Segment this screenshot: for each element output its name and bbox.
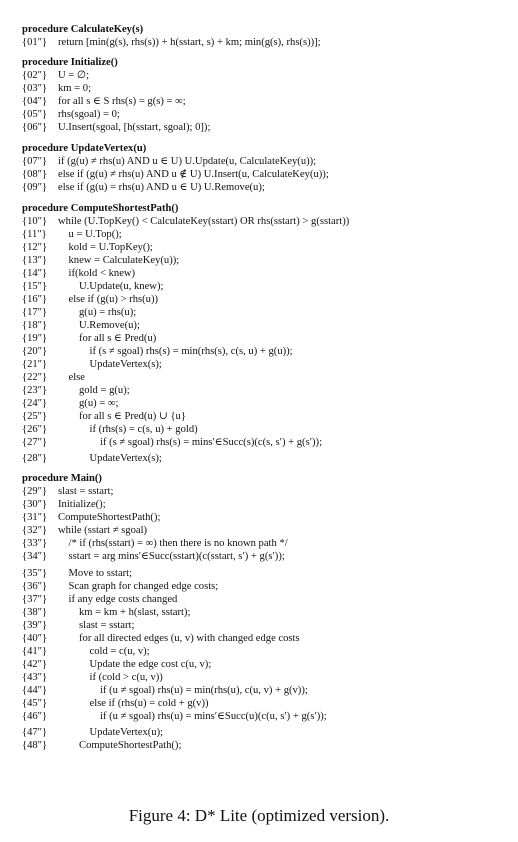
code-text: slast = sstart; bbox=[79, 620, 135, 631]
code-text: U.Insert(sgoal, [h(sstart, sgoal); 0]); bbox=[58, 122, 211, 133]
procedure-header bbox=[22, 143, 514, 155]
code-text: if any edge costs changed bbox=[68, 594, 178, 605]
line-number: {19"} bbox=[22, 333, 48, 344]
procedure-header-text: procedure Initialize() bbox=[22, 57, 118, 68]
line-number: {41"} bbox=[22, 646, 48, 657]
code-line bbox=[22, 281, 514, 293]
procedure-header bbox=[22, 24, 514, 36]
code-line bbox=[22, 568, 514, 580]
code-text: g(u) = ∞; bbox=[79, 398, 119, 409]
code-line bbox=[22, 437, 514, 449]
code-line bbox=[22, 711, 514, 723]
code-line bbox=[22, 182, 514, 194]
code-text: for all s ∈ Pred(u) ∪ {u} bbox=[79, 411, 186, 422]
line-number: {04"} bbox=[22, 96, 48, 107]
code-line bbox=[22, 398, 514, 410]
code-text: else if (rhs(u) = cold + g(v)) bbox=[89, 698, 209, 709]
line-number: {01"} bbox=[22, 37, 48, 48]
code-line bbox=[22, 698, 514, 710]
code-text: U = ∅; bbox=[58, 70, 90, 81]
code-text: slast = sstart; bbox=[58, 486, 114, 497]
code-line bbox=[22, 156, 514, 168]
code-line bbox=[22, 620, 514, 632]
code-line bbox=[22, 333, 514, 345]
code-line bbox=[22, 411, 514, 423]
line-number: {30"} bbox=[22, 499, 48, 510]
code-text: sstart = arg mins′∈Succ(sstart)(c(sstart, s′) + g(s′)); bbox=[68, 551, 285, 562]
code-text: if (s ≠ sgoal) rhs(s) = min(rhs(s), c(s, u) + g(u)); bbox=[89, 346, 293, 357]
code-text: kold = U.TopKey(); bbox=[68, 242, 153, 253]
procedure-header bbox=[22, 473, 514, 485]
line-number: {23"} bbox=[22, 385, 48, 396]
code-text: return [min(g(s), rhs(s)) + h(sstart, s) + km; min(g(s), rhs(s))]; bbox=[58, 37, 321, 48]
line-number: {24"} bbox=[22, 398, 48, 409]
code-text: /* if (rhs(sstart) = ∞) then there is no known path */ bbox=[68, 538, 288, 549]
code-line bbox=[22, 594, 514, 606]
line-number: {25"} bbox=[22, 411, 48, 422]
code-text: while (U.TopKey() < CalculateKey(sstart) OR rhs(sstart) > g(sstart)) bbox=[58, 216, 350, 227]
code-line bbox=[22, 551, 514, 563]
code-line bbox=[22, 499, 514, 511]
line-number: {42"} bbox=[22, 659, 48, 670]
line-number: {11"} bbox=[22, 229, 47, 240]
line-number: {20"} bbox=[22, 346, 48, 357]
code-text: rhs(sgoal) = 0; bbox=[58, 109, 120, 120]
code-line bbox=[22, 169, 514, 181]
line-number: {06"} bbox=[22, 122, 48, 133]
line-number: {45"} bbox=[22, 698, 48, 709]
code-text: Initialize(); bbox=[58, 499, 106, 510]
line-number: {28"} bbox=[22, 453, 48, 464]
code-text: else bbox=[68, 372, 85, 383]
procedure-header-text: procedure UpdateVertex(u) bbox=[22, 143, 147, 154]
code-text: km = km + h(slast, sstart); bbox=[79, 607, 191, 618]
code-line bbox=[22, 685, 514, 697]
line-number: {40"} bbox=[22, 633, 48, 644]
figure-caption: Figure 4: D* Lite (optimized version). bbox=[128, 806, 390, 825]
code-line bbox=[22, 83, 514, 95]
line-number: {47"} bbox=[22, 727, 48, 738]
code-line bbox=[22, 122, 514, 134]
line-number: {33"} bbox=[22, 538, 48, 549]
line-number: {26"} bbox=[22, 424, 48, 435]
line-number: {27"} bbox=[22, 437, 48, 448]
line-number: {35"} bbox=[22, 568, 48, 579]
code-text: Scan graph for changed edge costs; bbox=[68, 581, 219, 592]
code-line bbox=[22, 486, 514, 498]
code-line bbox=[22, 453, 514, 465]
code-text: else if (g(u) ≠ rhs(u) AND u ∉ U) U.Insert(u, CalculateKey(u)); bbox=[58, 169, 329, 180]
line-number: {36"} bbox=[22, 581, 48, 592]
line-number: {15"} bbox=[22, 281, 48, 292]
code-text: if (u ≠ sgoal) rhs(u) = mins′∈Succ(u)(c(u, s′) + g(s′)); bbox=[100, 711, 327, 722]
code-line bbox=[22, 359, 514, 371]
line-number: {13"} bbox=[22, 255, 48, 266]
code-line bbox=[22, 646, 514, 658]
code-line bbox=[22, 607, 514, 619]
code-text: cold = c(u, v); bbox=[89, 646, 150, 657]
code-line bbox=[22, 216, 514, 228]
code-text: U.Remove(u); bbox=[79, 320, 140, 331]
line-number: {12"} bbox=[22, 242, 48, 253]
procedure-header bbox=[22, 57, 514, 69]
code-text: for all s ∈ Pred(u) bbox=[79, 333, 157, 344]
code-text: u = U.Top(); bbox=[68, 229, 122, 240]
code-line bbox=[22, 307, 514, 319]
code-text: Update the edge cost c(u, v); bbox=[89, 659, 212, 670]
line-number: {21"} bbox=[22, 359, 48, 370]
code-text: ComputeShortestPath(); bbox=[58, 512, 161, 523]
code-text: UpdateVertex(s); bbox=[89, 359, 162, 370]
code-line bbox=[22, 242, 514, 254]
code-text: Move to sstart; bbox=[68, 568, 133, 579]
code-line bbox=[22, 740, 514, 752]
code-text: knew = CalculateKey(u)); bbox=[68, 255, 180, 266]
code-line bbox=[22, 346, 514, 358]
code-line bbox=[22, 672, 514, 684]
procedure-header-text: procedure Main() bbox=[22, 473, 102, 484]
code-line bbox=[22, 320, 514, 332]
code-line bbox=[22, 109, 514, 121]
code-line bbox=[22, 581, 514, 593]
code-text: for all s ∈ S rhs(s) = g(s) = ∞; bbox=[58, 96, 186, 107]
code-text: else if (g(u) > rhs(u)) bbox=[68, 294, 159, 305]
line-number: {31"} bbox=[22, 512, 48, 523]
line-number: {10"} bbox=[22, 216, 48, 227]
code-text: if (u ≠ sgoal) rhs(u) = min(rhs(u), c(u, v) + g(v)); bbox=[100, 685, 308, 696]
code-line bbox=[22, 424, 514, 436]
code-line bbox=[22, 294, 514, 306]
line-number: {09"} bbox=[22, 182, 48, 193]
code-text: ComputeShortestPath(); bbox=[79, 740, 182, 751]
line-number: {07"} bbox=[22, 156, 48, 167]
line-number: {18"} bbox=[22, 320, 48, 331]
code-text: if (s ≠ sgoal) rhs(s) = mins′∈Succ(s)(c(s, s′) + g(s′)); bbox=[100, 437, 323, 448]
code-text: UpdateVertex(s); bbox=[89, 453, 162, 464]
line-number: {34"} bbox=[22, 551, 48, 562]
line-number: {16"} bbox=[22, 294, 48, 305]
code-line bbox=[22, 525, 514, 537]
code-line bbox=[22, 385, 514, 397]
code-line bbox=[22, 633, 514, 645]
code-text: if (rhs(s) = c(s, u) + gold) bbox=[89, 424, 198, 435]
code-text: km = 0; bbox=[58, 83, 92, 94]
code-line bbox=[22, 229, 514, 241]
code-line bbox=[22, 659, 514, 671]
line-number: {39"} bbox=[22, 620, 48, 631]
line-number: {38"} bbox=[22, 607, 48, 618]
code-text: U.Update(u, knew); bbox=[79, 281, 164, 292]
line-number: {02"} bbox=[22, 70, 48, 81]
code-line bbox=[22, 727, 514, 739]
procedure-header bbox=[22, 203, 514, 215]
line-number: {46"} bbox=[22, 711, 48, 722]
code-line bbox=[22, 37, 514, 49]
line-number: {17"} bbox=[22, 307, 48, 318]
code-text: else if (g(u) = rhs(u) AND u ∈ U) U.Remove(u); bbox=[58, 182, 265, 193]
line-number: {43"} bbox=[22, 672, 48, 683]
line-number: {48"} bbox=[22, 740, 48, 751]
code-text: if (g(u) ≠ rhs(u) AND u ∈ U) U.Update(u, CalculateKey(u)); bbox=[58, 156, 317, 167]
code-line bbox=[22, 70, 514, 82]
code-text: if(kold < knew) bbox=[68, 268, 136, 279]
code-text: gold = g(u); bbox=[79, 385, 130, 396]
procedure-header-text: procedure CalculateKey(s) bbox=[22, 24, 144, 35]
code-line bbox=[22, 268, 514, 280]
code-text: g(u) = rhs(u); bbox=[79, 307, 137, 318]
code-line bbox=[22, 372, 514, 384]
procedure-header-text: procedure ComputeShortestPath() bbox=[22, 203, 179, 214]
code-text: if (cold > c(u, v)) bbox=[89, 672, 163, 683]
line-number: {44"} bbox=[22, 685, 48, 696]
code-line bbox=[22, 255, 514, 267]
line-number: {08"} bbox=[22, 169, 48, 180]
line-number: {32"} bbox=[22, 525, 48, 536]
code-line bbox=[22, 512, 514, 524]
line-number: {05"} bbox=[22, 109, 48, 120]
line-number: {14"} bbox=[22, 268, 48, 279]
line-number: {03"} bbox=[22, 83, 48, 94]
code-text: for all directed edges (u, v) with changed edge costs bbox=[79, 633, 300, 644]
code-line bbox=[22, 538, 514, 550]
code-text: UpdateVertex(u); bbox=[89, 727, 164, 738]
code-text: while (sstart ≠ sgoal) bbox=[58, 525, 148, 536]
line-number: {29"} bbox=[22, 486, 48, 497]
line-number: {22"} bbox=[22, 372, 48, 383]
code-line bbox=[22, 96, 514, 108]
line-number: {37"} bbox=[22, 594, 48, 605]
